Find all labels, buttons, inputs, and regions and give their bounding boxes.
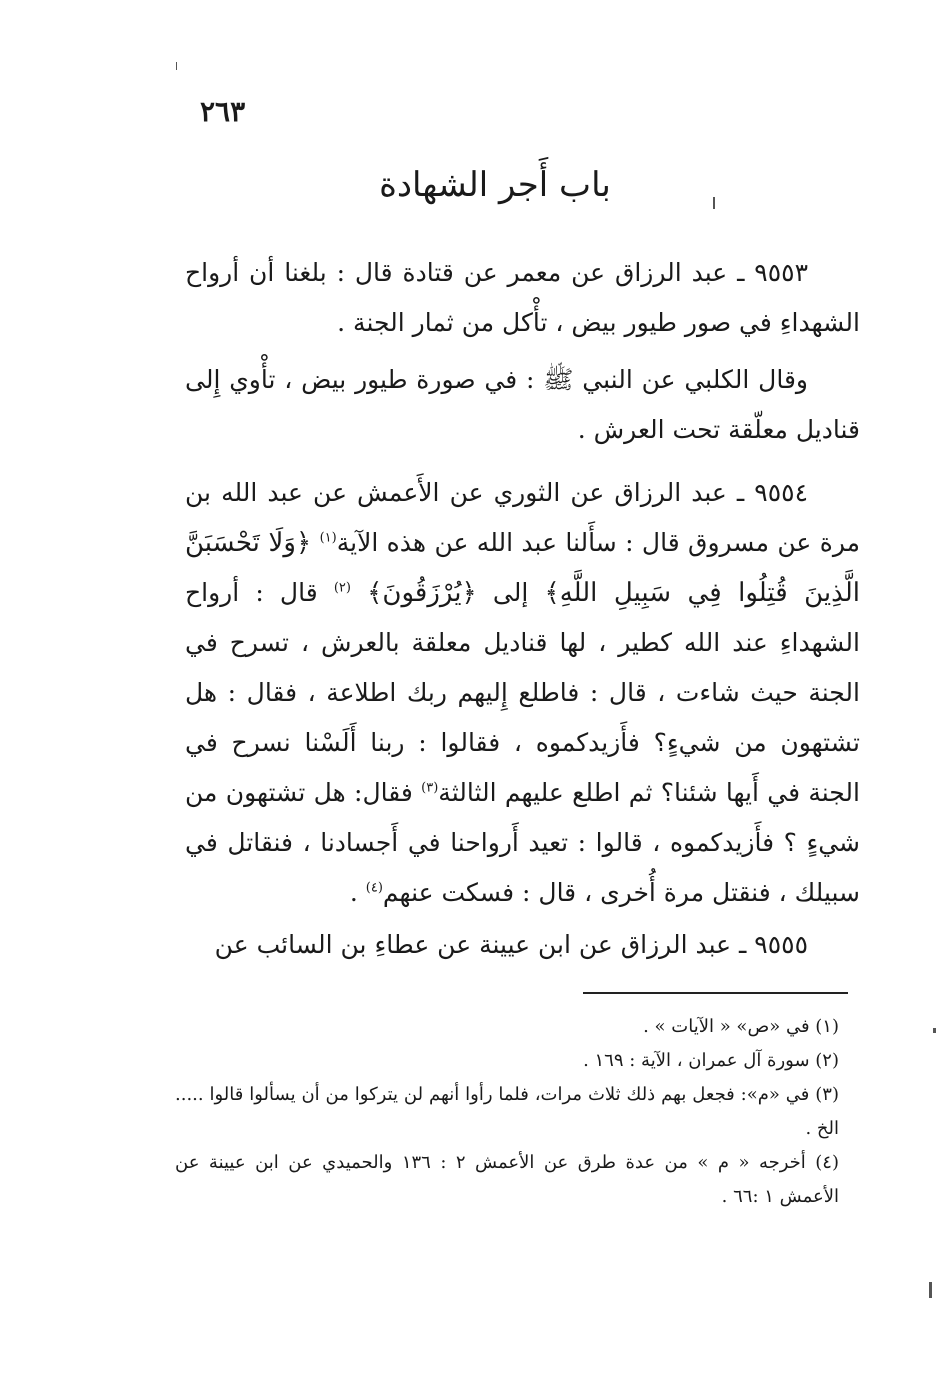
chapter-title: باب أَجر الشهادة — [379, 165, 611, 205]
scan-speck — [713, 197, 715, 209]
paragraph-9554-text-b: إلى — [492, 578, 529, 607]
footnote-ref-1: (١) — [319, 530, 337, 546]
paragraph-9555 — [185, 920, 860, 970]
paragraph-9555-text: ٩٥٥٥ ـ عبد الرزاق عن ابن عيينة عن عطاءِ بن السائب عن — [214, 930, 808, 959]
footnote-ref-2: (٢) — [333, 580, 351, 596]
footnote-3: (٣) في «م»: فجعل بهم ذلك ثلاث مرات، فلما رأوا أنهم لن يتركوا من أن يسألوا قالوا ..... الخ . — [175, 1084, 839, 1139]
paragraph-kalbi — [185, 355, 860, 455]
paragraph-9553-text: ٩٥٥٣ ـ عبد الرزاق عن معمر عن قتادة قال : بلغنا أن أرواح الشهداءِ في صور طيور بيض ، تأْكل من ثمار الجنة . — [185, 258, 860, 337]
paragraph-9554-text-a: ٩٥٥٤ ـ عبد الرزاق عن الثوري عن الأَعمش عن عبد الله بن مرة عن مسروق قال : سأَلنا عبد الله عن هذه الآية — [185, 478, 861, 557]
paragraph-9553 — [185, 248, 860, 348]
paragraph-9554 — [185, 468, 860, 918]
scan-speck — [933, 1028, 936, 1033]
paragraph-9554-text-c: قال : أرواح الشهداءِ عند الله كطير ، لها قناديل معلقة بالعرش ، تسرح في الجنة حيث شاءت ، قال : فاطلع إِليهم ربك اطلاعة ، فقال : هل تشتهون من شيءٍ؟ فأَزيدكموه ، فقالوا : ربنا أَلَسْنا نسرح في الجنة في أَيها شئنا؟ ثم اطلع عليهم الثالثة — [185, 578, 860, 807]
footnote-2: (٢) سورة آل عمران ، الآية : ١٦٩ . — [583, 1050, 839, 1071]
footnotes-list — [175, 1010, 867, 1214]
paragraph-9554-text-d: فقال: هل تشتهون من شيءٍ ؟ فأَزيدكموه ، قالوا : تعيد أَرواحنا في أَجسادنا ، فنقاتل في سبيلك ، فنقتل مرة أُخرى ، قال : فسكت عنهم — [185, 778, 860, 907]
scan-speck — [176, 62, 177, 70]
paragraph-kalbi-text: وقال الكلبي عن النبي ﷺ : في صورة طيور بيض ، تأْوي إِلى قناديل معلّقة تحت العرش . — [185, 365, 860, 444]
quran-verse-end-quote: ﴿يُرْزَقُونَ﴾ — [367, 578, 477, 608]
footnote-separator — [583, 992, 848, 994]
page-number: ٢٦٣ — [200, 95, 246, 128]
footnote-ref-3: (٣) — [421, 780, 439, 796]
footnote-4: (٤) أخرجه « م » من عدة طرق عن الأعمش ٢ : ١٣٦ والحميدي عن ابن عيينة عن الأعمش ١ :٦٦ . — [175, 1152, 839, 1207]
footnote-ref-4: (٤) — [365, 880, 383, 896]
scan-speck — [929, 1282, 932, 1298]
footnote-1: (١) في «ص» « الآيات » . — [643, 1016, 839, 1037]
quran-verse-quote: ﴿وَلَا تَحْسَبَنَّ الَّذِينَ قُتِلُوا فِي سَبِيلِ اللَّهِ﴾ — [185, 528, 860, 608]
paragraph-9554-text-e: . — [349, 878, 358, 907]
